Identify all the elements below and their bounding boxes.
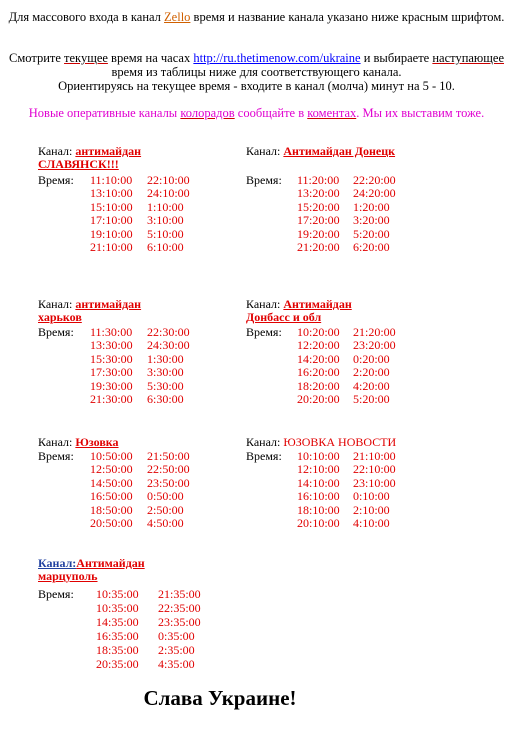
time-value: 22:10:00	[147, 173, 190, 187]
time-value: 13:20:00	[297, 186, 340, 201]
time-value: 14:50:00	[90, 475, 133, 490]
channel-label: Канал:	[246, 435, 284, 449]
time-label: Время:	[246, 173, 282, 187]
channel-label: Канал:	[38, 297, 76, 311]
time-value: 16:20:00	[297, 365, 340, 380]
times-col1	[96, 588, 139, 671]
channel-block-yuzovka-news	[246, 436, 466, 449]
times-col1	[90, 174, 133, 254]
channel-name: ЮЗОВКА НОВОСТИ	[283, 435, 397, 449]
time-value: 5:30:00	[147, 378, 184, 393]
footer-slogan: Слава Украине!	[143, 686, 297, 710]
time-value: 17:20:00	[297, 213, 340, 228]
channel-label: Канал:	[38, 556, 77, 570]
zello-link[interactable]: Zello	[164, 10, 191, 24]
intro-text: сообщайте в	[234, 106, 308, 120]
time-value: 21:10:00	[90, 240, 133, 255]
time-value: 20:10:00	[297, 516, 340, 531]
channel-name: Юзовка	[75, 435, 119, 449]
time-value: 20:35:00	[96, 656, 139, 671]
next-word: наступающее	[432, 51, 504, 65]
time-value: 4:50:00	[147, 516, 184, 531]
channel-block-donetsk	[246, 145, 446, 158]
time-value: 10:20:00	[297, 325, 340, 339]
times-col2	[147, 174, 190, 254]
intro-text: Для массового входа в канал	[8, 10, 165, 24]
time-value: 17:30:00	[90, 365, 133, 380]
time-value: 2:10:00	[353, 502, 390, 517]
time-value: 15:10:00	[90, 199, 133, 214]
time-value: 5:20:00	[353, 392, 390, 407]
time-value: 22:50:00	[147, 462, 190, 477]
time-value: 20:50:00	[90, 516, 133, 531]
time-value: 22:20:00	[353, 173, 396, 187]
time-value: 24:30:00	[147, 338, 190, 353]
channel-block-mariupol	[38, 557, 158, 583]
channel-label: Канал:	[246, 144, 284, 158]
time-value: 3:20:00	[353, 213, 390, 228]
channel-name: антимайдан харьков	[38, 297, 142, 324]
time-value: 4:20:00	[353, 378, 390, 393]
time-value: 5:20:00	[353, 226, 390, 241]
intro-text: время из таблицы ниже для соответствующего канала.	[111, 65, 402, 79]
time-value: 23:20:00	[353, 338, 396, 353]
time-value: 21:20:00	[353, 325, 396, 339]
time-value: 21:35:00	[158, 587, 201, 601]
times-col2	[158, 588, 201, 671]
time-label: Время:	[38, 587, 74, 601]
channel-block-donbass	[246, 298, 376, 324]
time-value: 11:10:00	[90, 173, 133, 187]
times-col2	[353, 326, 396, 406]
time-value: 17:10:00	[90, 213, 133, 228]
time-value: 13:10:00	[90, 186, 133, 201]
time-value: 21:20:00	[297, 240, 340, 255]
time-value: 22:35:00	[158, 600, 201, 615]
channel-label: Канал:	[38, 435, 76, 449]
time-value: 1:20:00	[353, 199, 390, 214]
channel-name: антимайдан СЛАВЯНСК!!!	[38, 144, 142, 171]
channel-block-kharkov	[38, 298, 168, 324]
time-value: 11:30:00	[90, 325, 133, 339]
intro-paragraph-1	[0, 10, 513, 24]
time-value: 3:10:00	[147, 213, 184, 228]
intro-text: Ориентируясь на текущее время - входите в канал (молча) минут на 5 - 10.	[58, 79, 455, 93]
time-value: 10:35:00	[96, 600, 139, 615]
time-value: 11:20:00	[297, 173, 340, 187]
time-value: 5:10:00	[147, 226, 184, 241]
time-value: 24:20:00	[353, 186, 396, 201]
time-value: 6:20:00	[353, 240, 390, 255]
time-value: 18:35:00	[96, 642, 139, 657]
comments-word: коментах	[307, 106, 357, 120]
time-value: 10:35:00	[96, 587, 139, 601]
intro-text: время и название канала указано ниже красным шрифтом.	[190, 10, 505, 24]
time-value: 16:10:00	[297, 489, 340, 504]
times-col1	[297, 174, 340, 254]
current-word: текущее	[64, 51, 108, 65]
time-value: 0:50:00	[147, 489, 184, 504]
intro-text: и выбираете	[360, 51, 433, 65]
time-value: 14:35:00	[96, 614, 139, 629]
channel-block-slavyansk	[38, 145, 188, 171]
channel-label: Канал:	[246, 297, 284, 311]
time-value: 19:30:00	[90, 378, 133, 393]
times-col1	[90, 450, 133, 530]
time-value: 2:35:00	[158, 642, 195, 657]
times-col2	[353, 450, 396, 530]
time-value: 12:50:00	[90, 462, 133, 477]
time-value: 21:10:00	[353, 449, 396, 463]
time-label: Время:	[246, 325, 282, 339]
times-col2	[147, 326, 190, 406]
time-value: 4:35:00	[158, 656, 195, 671]
times-col2	[353, 174, 396, 254]
channel-name: Антимайдан Донбасс и обл	[246, 297, 352, 324]
time-label: Время:	[38, 325, 74, 339]
colorady-word: колорадов	[180, 106, 235, 120]
intro-text: Смотрите	[9, 51, 65, 65]
time-value: 6:30:00	[147, 392, 184, 407]
time-label: Время:	[246, 449, 282, 463]
time-value: 12:20:00	[297, 338, 340, 353]
time-value: 15:30:00	[90, 351, 133, 366]
times-col1	[297, 326, 340, 406]
time-value: 15:20:00	[297, 199, 340, 214]
channel-label: Канал:	[38, 144, 76, 158]
time-label: Время:	[38, 449, 74, 463]
time-value: 18:10:00	[297, 502, 340, 517]
time-value: 2:50:00	[147, 502, 184, 517]
time-value: 18:20:00	[297, 378, 340, 393]
time-value: 23:50:00	[147, 475, 190, 490]
channel-block-yuzovka	[38, 436, 238, 449]
times-col2	[147, 450, 190, 530]
time-value: 1:10:00	[147, 199, 184, 214]
time-label: Время:	[38, 173, 74, 187]
time-value: 0:35:00	[158, 628, 195, 643]
time-value: 6:10:00	[147, 240, 184, 255]
time-value: 21:50:00	[147, 449, 190, 463]
times-col1	[90, 326, 133, 406]
time-value: 1:30:00	[147, 351, 184, 366]
channel-name: Антимайдан Донецк	[283, 144, 396, 158]
time-value: 12:10:00	[297, 462, 340, 477]
intro-paragraph-2	[0, 51, 513, 93]
time-value: 14:10:00	[297, 475, 340, 490]
time-value: 19:20:00	[297, 226, 340, 241]
time-site-link[interactable]: http://ru.thetimenow.com/ukraine	[193, 51, 361, 65]
time-value: 10:50:00	[90, 449, 133, 463]
time-value: 14:20:00	[297, 351, 340, 366]
time-value: 0:10:00	[353, 489, 390, 504]
intro-text: Новые оперативные каналы	[28, 106, 181, 120]
intro-paragraph-3	[0, 106, 513, 120]
time-value: 22:10:00	[353, 462, 396, 477]
time-value: 2:20:00	[353, 365, 390, 380]
time-value: 23:10:00	[353, 475, 396, 490]
channel-name: Антимайдан марцуполь	[38, 556, 145, 583]
time-value: 19:10:00	[90, 226, 133, 241]
time-value: 23:35:00	[158, 614, 201, 629]
intro-text: . Мы их выставим тоже.	[356, 106, 485, 120]
time-value: 10:10:00	[297, 449, 340, 463]
time-value: 4:10:00	[353, 516, 390, 531]
time-value: 22:30:00	[147, 325, 190, 339]
time-value: 24:10:00	[147, 186, 190, 201]
time-value: 13:30:00	[90, 338, 133, 353]
time-value: 16:50:00	[90, 489, 133, 504]
intro-text: время на часах	[107, 51, 194, 65]
time-value: 3:30:00	[147, 365, 184, 380]
time-value: 0:20:00	[353, 351, 390, 366]
times-col1	[297, 450, 340, 530]
time-value: 20:20:00	[297, 392, 340, 407]
time-value: 21:30:00	[90, 392, 133, 407]
time-value: 16:35:00	[96, 628, 139, 643]
time-value: 18:50:00	[90, 502, 133, 517]
